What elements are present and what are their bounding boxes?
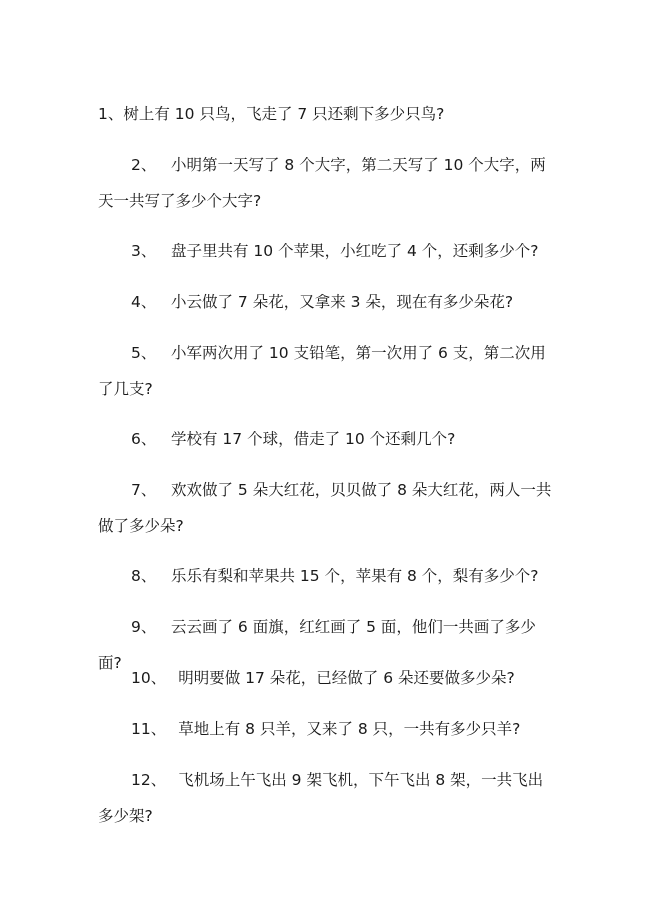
problem-number: 3、 (131, 242, 157, 260)
problem-number: 12、 (131, 771, 167, 789)
problem-text: 树上有 10 只鸟，飞走了 7 只还剩下多少只鸟? (123, 105, 445, 123)
problem-text: 乐乐有梨和苹果共 15 个，苹果有 8 个，梨有多少个? (171, 567, 539, 585)
problem-text: 学校有 17 个球，借走了 10 个还剩几个? (171, 430, 456, 448)
problem-text: 草地上有 8 只羊，又来了 8 只，一共有多少只羊? (178, 720, 521, 738)
problem-8 (98, 558, 558, 594)
problem-6 (98, 421, 558, 457)
problem-number: 6、 (131, 430, 157, 448)
problem-number: 4、 (131, 293, 157, 311)
problem-3 (98, 233, 558, 269)
problem-number: 10、 (131, 669, 167, 687)
problem-number: 5、 (131, 344, 157, 362)
problem-number: 1、 (98, 105, 124, 123)
problem-number: 8、 (131, 567, 157, 585)
problem-number: 11、 (131, 720, 167, 738)
problem-11 (98, 711, 558, 747)
problem-text: 明明要做 17 朵花，已经做了 6 朵还要做多少朵? (178, 669, 515, 687)
problem-text: 欢欢做了 5 朵大红花，贝贝做了 8 朵大红花，两人一共做了多少朵? (98, 481, 552, 535)
problem-10 (98, 660, 558, 696)
problem-text: 云云画了 6 面旗，红红画了 5 面，他们一共画了多少面? (98, 618, 536, 672)
problem-1 (98, 96, 558, 132)
problem-number: 9、 (131, 618, 157, 636)
problem-4 (98, 284, 558, 320)
problem-text: 小明第一天写了 8 个大字，第二天写了 10 个大字，两天一共写了多少个大字? (98, 156, 546, 210)
problem-text: 小军两次用了 10 支铅笔，第一次用了 6 支，第二次用了几支? (98, 344, 546, 398)
problem-7 (98, 472, 558, 544)
problem-text: 飞机场上午飞出 9 架飞机，下午飞出 8 架，一共飞出多少架? (98, 771, 544, 825)
problem-5 (98, 335, 558, 407)
problem-12 (98, 762, 558, 834)
problem-number: 7、 (131, 481, 157, 499)
problem-number: 2、 (131, 156, 157, 174)
problem-text: 小云做了 7 朵花，又拿来 3 朵，现在有多少朵花? (171, 293, 514, 311)
problem-text: 盘子里共有 10 个苹果，小红吃了 4 个，还剩多少个? (171, 242, 539, 260)
problem-2 (98, 147, 558, 219)
